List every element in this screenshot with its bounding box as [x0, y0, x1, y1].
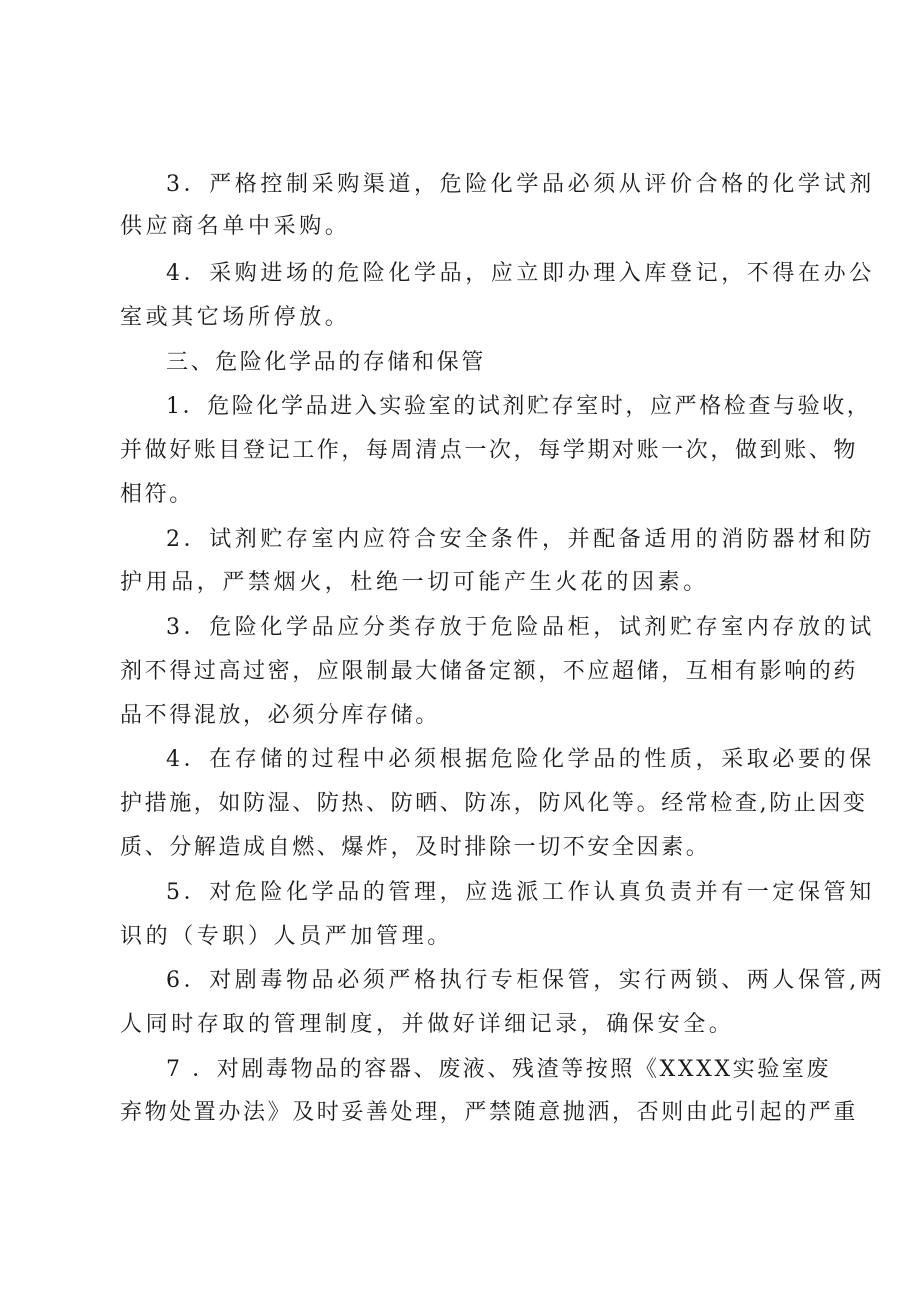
paragraph-line: 弃物处置办法》及时妥善处理，严禁随意抛洒，否则由此引起的严重	[120, 1100, 859, 1125]
paragraph-line: 4．采购进场的危险化学品，应立即办理入库登记，不得在办公	[166, 261, 875, 286]
paragraph-line: 6．对剧毒物品必须严格执行专柜保管，实行两锁、两人保管,两	[166, 968, 886, 993]
paragraph-line: 质、分解造成自燃、爆炸，及时排除一切不安全因素。	[120, 835, 711, 860]
paragraph-line: 护措施，如防湿、防热、防晒、防冻，防风化等。经常检查,防止因变	[120, 791, 868, 816]
paragraph-line: 5．对危险化学品的管理，应选派工作认真负责并有一定保管知	[166, 880, 875, 905]
paragraph-line: 剂不得过高过密，应限制最大储备定额，不应超储，互相有影响的药	[120, 659, 859, 684]
section-heading: 三、危险化学品的存储和保管	[166, 350, 486, 375]
paragraph-line: 室或其它场所停放。	[120, 305, 351, 330]
paragraph-line: 识的（专职）人员严加管理。	[120, 924, 453, 949]
paragraph-line: 3．严格控制采购渠道，危险化学品必须从评价合格的化学试剂	[166, 172, 875, 197]
paragraph-line: 护用品，严禁烟火，杜绝一切可能产生火花的因素。	[120, 570, 709, 595]
paragraph-line: 品不得混放，必须分库存储。	[120, 703, 440, 728]
paragraph-line: 1．危险化学品进入实验室的试剂贮存室时，应严格检查与验收，	[166, 394, 872, 419]
paragraph-line: 供应商名单中采购。	[120, 214, 351, 239]
paragraph-line: 3．危险化学品应分类存放于危险品柜，试剂贮存室内存放的试	[166, 615, 875, 640]
paragraph-line: 并做好账目登记工作，每周清点一次，每学期对账一次，做到账、物	[120, 438, 859, 463]
paragraph-line: 7 ．对剧毒物品的容器、废液、残渣等按照《XXXX实验室废	[166, 1057, 832, 1082]
paragraph-line: 人同时存取的管理制度，并做好详细记录，确保安全。	[120, 1012, 735, 1037]
paragraph-line: 4．在存储的过程中必须根据危险化学品的性质，采取必要的保	[166, 747, 875, 772]
paragraph-line: 相符。	[120, 482, 194, 507]
paragraph-line: 2．试剂贮存室内应符合安全条件，并配备适用的消防器材和防	[166, 527, 875, 552]
